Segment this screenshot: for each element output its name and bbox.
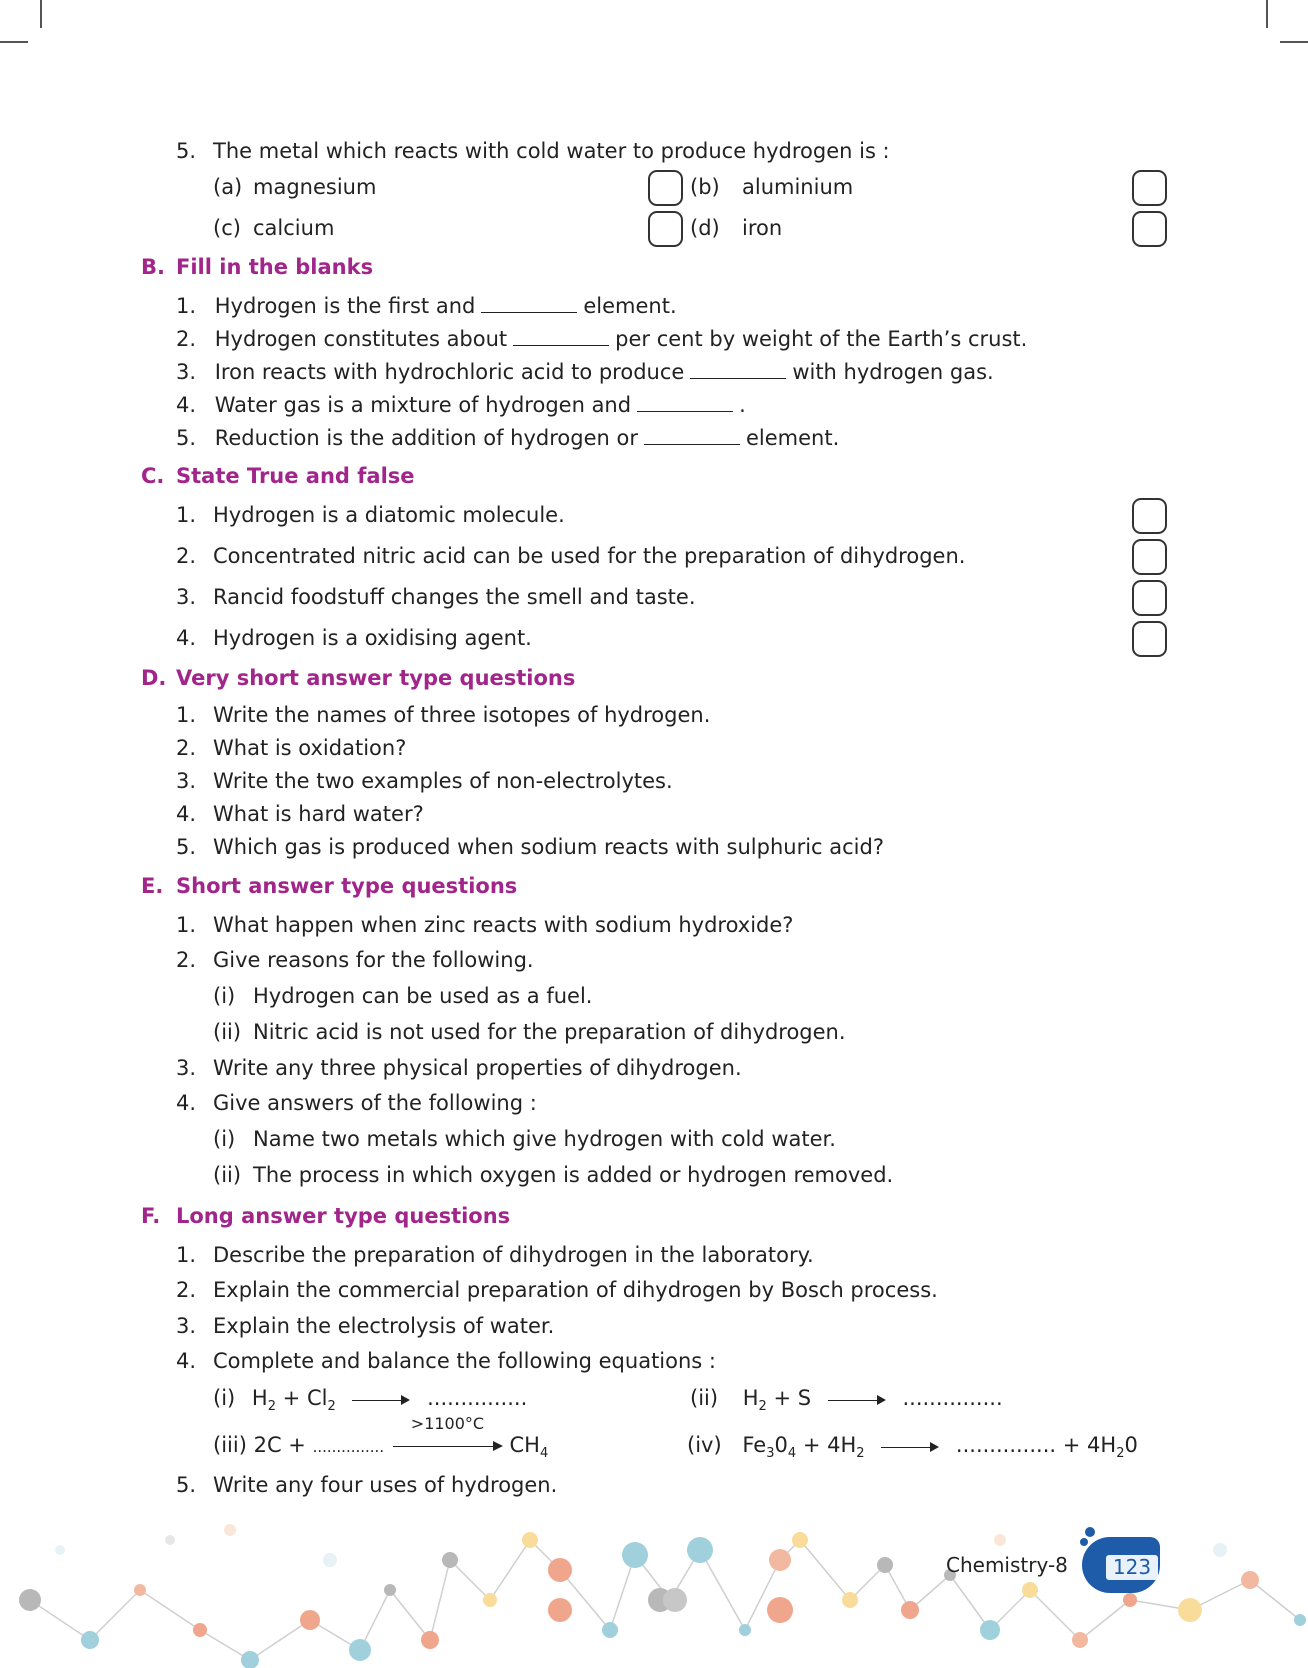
item-text: Write the two examples of non-electrolytes. — [213, 769, 673, 793]
section-b-title: Fill in the blanks — [176, 255, 374, 279]
item-number: 4. — [176, 802, 197, 826]
sub-item-label: (i) — [213, 984, 236, 1008]
item-number: 1. — [176, 1243, 197, 1267]
item-text: Write any four uses of hydrogen. — [213, 1473, 558, 1497]
item-number: 4. — [176, 1349, 197, 1373]
equation-i — [213, 1388, 527, 1413]
item-number: 4. — [176, 1091, 197, 1115]
eq-label: (i) — [213, 1386, 236, 1410]
answer-box-a[interactable] — [648, 170, 683, 206]
item-number: 2. — [176, 544, 197, 568]
sub-item-text: Nitric acid is not used for the preparation of dihydrogen. — [253, 1020, 846, 1044]
eq-tail-o: 0 — [1124, 1433, 1138, 1457]
item-text: element. — [583, 294, 677, 318]
eq-tail: + 4H — [1062, 1433, 1117, 1457]
item-text: Hydrogen is a diatomic molecule. — [213, 503, 565, 527]
item-text: . — [739, 393, 746, 417]
condition-arrow — [391, 1414, 503, 1452]
eq-blank[interactable]: ............... — [955, 1433, 1057, 1457]
section-e-letter: E. — [141, 874, 164, 898]
equation-iii: (iii) 2C + ............... >1100°C $CH_4$ — [213, 1414, 549, 1461]
eq-blank[interactable]: ............... — [902, 1386, 1003, 1410]
option-text-a: magnesium — [253, 175, 377, 199]
item-text: Which gas is produced when sodium reacts with sulphuric acid? — [213, 835, 884, 859]
item-text: Hydrogen constitutes about — [214, 327, 508, 351]
equation-iv: (iv) $Fe_30_4 + 4H_2$ ............... + $4H_20$ — [687, 1433, 1138, 1461]
answer-box-c[interactable] — [648, 211, 683, 247]
fill-blank-item — [176, 296, 677, 317]
eq-lhs: 2C + — [253, 1433, 306, 1457]
item-text: Give reasons for the following. — [213, 948, 534, 972]
item-text: Hydrogen is the first and — [214, 294, 476, 318]
item-number: 2. — [176, 1278, 197, 1302]
item-number: 2. — [176, 736, 197, 760]
fill-blank-item — [176, 329, 1027, 350]
arrow-shaft — [393, 1446, 495, 1447]
bubble-icon — [1078, 1526, 1098, 1550]
arrow-head-icon — [493, 1441, 503, 1451]
answer-box-b[interactable] — [1132, 170, 1167, 206]
crop-mark — [40, 0, 42, 28]
item-number: 4. — [176, 393, 197, 417]
page-number: 123 — [1106, 1555, 1158, 1580]
item-text: with hydrogen gas. — [792, 360, 994, 384]
true-false-box[interactable] — [1132, 580, 1167, 616]
item-text: Rancid foodstuff changes the smell and taste. — [213, 585, 696, 609]
sub-item-text: Hydrogen can be used as a fuel. — [253, 984, 593, 1008]
item-number: 3. — [176, 1314, 197, 1338]
fill-blank-item — [176, 362, 994, 383]
mcq-question-number: 5. — [176, 139, 197, 163]
crop-mark — [0, 41, 28, 43]
eq-formula: $H_2 + S$ — [742, 1386, 812, 1414]
book-title: Chemistry-8 — [946, 1553, 1068, 1577]
option-label-d: (d) — [690, 216, 720, 240]
item-number: 3. — [176, 360, 197, 384]
item-text: Write the names of three isotopes of hydrogen. — [213, 703, 711, 727]
blank-line[interactable] — [690, 378, 786, 379]
item-number: 3. — [176, 585, 197, 609]
item-text: Hydrogen is a oxidising agent. — [213, 626, 532, 650]
answer-box-d[interactable] — [1132, 211, 1167, 247]
blank-line[interactable] — [481, 312, 577, 313]
item-number: 5. — [176, 426, 197, 450]
item-text: What is hard water? — [213, 802, 424, 826]
mcq-question-text: The metal which reacts with cold water to produce hydrogen is : — [213, 139, 890, 163]
item-text: Concentrated nitric acid can be used for the preparation of dihydrogen. — [213, 544, 966, 568]
section-d-letter: D. — [141, 666, 167, 690]
section-f-title: Long answer type questions — [176, 1204, 511, 1228]
item-text: What is oxidation? — [213, 736, 407, 760]
option-text-d: iron — [742, 216, 783, 240]
section-c-letter: C. — [141, 464, 165, 488]
item-number: 1. — [176, 703, 197, 727]
eq-label: (iii) — [213, 1433, 247, 1457]
blank-line[interactable] — [637, 411, 733, 412]
eq-formula: $Fe_30_4$ — [742, 1433, 797, 1461]
equation-ii — [690, 1388, 1003, 1413]
section-c-title: State True and false — [176, 464, 415, 488]
item-number: 3. — [176, 769, 197, 793]
blank-line[interactable] — [644, 444, 740, 445]
item-number: 1. — [176, 294, 197, 318]
eq-label: (ii) — [690, 1386, 719, 1410]
item-number: 2. — [176, 327, 197, 351]
item-number: 5. — [176, 1473, 197, 1497]
item-text: Explain the commercial preparation of dihydrogen by Bosch process. — [213, 1278, 938, 1302]
option-text-c: calcium — [253, 216, 335, 240]
eq-blank[interactable]: ............... — [312, 1438, 385, 1456]
fill-blank-item — [176, 395, 746, 416]
item-number: 5. — [176, 835, 197, 859]
sub-item-text: The process in which oxygen is added or hydrogen removed. — [253, 1163, 894, 1187]
item-text: Reduction is the addition of hydrogen or — [214, 426, 638, 450]
crop-mark — [1280, 41, 1308, 43]
eq-blank[interactable]: ............... — [427, 1386, 528, 1410]
blank-line[interactable] — [513, 345, 609, 346]
item-text: Iron reacts with hydrochloric acid to produce — [214, 360, 685, 384]
item-number: 3. — [176, 1056, 197, 1080]
item-text: Write any three physical properties of dihydrogen. — [213, 1056, 742, 1080]
item-text: per cent by weight of the Earth’s crust. — [615, 327, 1028, 351]
item-number: 1. — [176, 913, 197, 937]
eq-rhs: CH — [509, 1433, 540, 1457]
option-label-a: (a) — [213, 175, 243, 199]
option-text-b: aluminium — [742, 175, 854, 199]
eq-condition: >1100°C — [410, 1414, 485, 1433]
true-false-box[interactable] — [1132, 621, 1167, 657]
item-text: Water gas is a mixture of hydrogen and — [214, 393, 632, 417]
reaction-arrow-icon — [881, 1442, 939, 1452]
sub-item-text: Name two metals which give hydrogen with cold water. — [253, 1127, 836, 1151]
item-number: 1. — [176, 503, 197, 527]
sub-item-label: (ii) — [213, 1163, 242, 1187]
reaction-arrow-icon — [352, 1395, 410, 1405]
option-label-c: (c) — [213, 216, 241, 240]
reaction-arrow-icon — [828, 1395, 886, 1405]
item-number: 2. — [176, 948, 197, 972]
sub-item-label: (ii) — [213, 1020, 242, 1044]
true-false-box[interactable] — [1132, 539, 1167, 575]
eq-plus: + 4H — [802, 1433, 857, 1457]
section-d-title: Very short answer type questions — [176, 666, 576, 690]
section-b-letter: B. — [141, 255, 165, 279]
eq-formula: $H_2 + Cl_2$ — [251, 1386, 336, 1414]
option-label-b: (b) — [690, 175, 720, 199]
item-text: What happen when zinc reacts with sodium hydroxide? — [213, 913, 794, 937]
section-f-letter: F. — [141, 1204, 161, 1228]
fill-blank-item — [176, 428, 839, 449]
item-text: Give answers of the following : — [213, 1091, 537, 1115]
item-number: 4. — [176, 626, 197, 650]
item-text: Complete and balance the following equations : — [213, 1349, 716, 1373]
eq-label: (iv) — [687, 1433, 722, 1457]
item-text: Describe the preparation of dihydrogen in the laboratory. — [213, 1243, 814, 1267]
true-false-box[interactable] — [1132, 498, 1167, 534]
crop-mark — [1266, 0, 1268, 28]
item-text: element. — [745, 426, 840, 450]
section-e-title: Short answer type questions — [176, 874, 518, 898]
sub-item-label: (i) — [213, 1127, 236, 1151]
item-text: Explain the electrolysis of water. — [213, 1314, 555, 1338]
